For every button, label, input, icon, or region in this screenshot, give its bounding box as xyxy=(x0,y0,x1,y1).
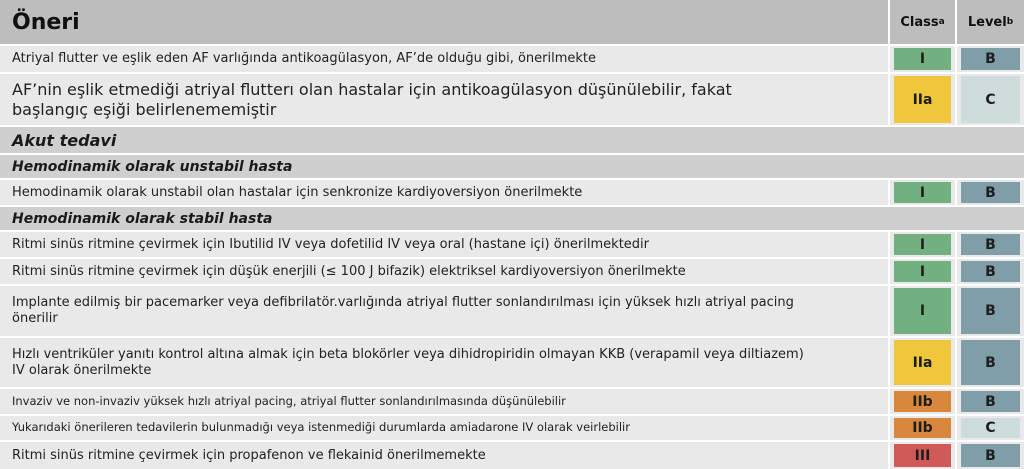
recommendation-text: Hızlı ventriküler yanıtı kontrol altına almak için beta blokörler veya dihidropiridin olmayan KKB (verapamil veya diltiazem) IV olarak önerilmekte xyxy=(0,338,890,387)
table-row xyxy=(0,389,1024,416)
level-badge: C xyxy=(961,76,1020,123)
table-row xyxy=(0,259,1024,286)
header-class xyxy=(890,0,957,44)
class-badge: III xyxy=(894,444,951,467)
level-badge: B xyxy=(961,48,1020,70)
header-title: Öneri xyxy=(0,0,890,44)
class-badge: IIb xyxy=(894,391,951,412)
class-badge: I xyxy=(894,288,951,334)
section-title: Hemodinamik olarak stabil hasta xyxy=(12,210,273,227)
table-row xyxy=(0,338,1024,389)
header-level-label: Level xyxy=(967,14,1007,30)
level-badge: B xyxy=(961,391,1020,412)
recommendation-text: Ritmi sinüs ritmine çevirmek için düşük enerjili (≤ 100 J bifazik) elektriksel kardiyoversiyon önerilmekte xyxy=(0,259,890,284)
header-level-sup: b xyxy=(1006,17,1014,27)
recommendation-text: Ritmi sinüs ritmine çevirmek için propafenon ve flekainid önerilmemekte xyxy=(0,442,890,469)
table-row xyxy=(0,74,1024,127)
class-badge: IIa xyxy=(894,76,951,123)
header-class-sup: a xyxy=(938,17,945,27)
level-badge: C xyxy=(961,418,1020,438)
level-badge: B xyxy=(961,261,1020,282)
table-row xyxy=(0,286,1024,338)
level-badge: B xyxy=(961,182,1020,203)
table-row xyxy=(0,232,1024,259)
section-title: Akut tedavi xyxy=(12,130,117,150)
recommendation-text: Ritmi sinüs ritmine çevirmek için Ibutilid IV veya dofetilid IV veya oral (hastane içi) önerilmektedir xyxy=(0,232,890,257)
level-badge: B xyxy=(961,340,1020,385)
class-badge: IIb xyxy=(894,418,951,438)
recommendation-text: Yukarıdaki önerileren tedavilerin bulunmadığı veya istenmediği durumlarda amiadarone IV olarak veirlebilir xyxy=(0,416,890,440)
class-badge: I xyxy=(894,48,951,70)
header-level xyxy=(957,0,1024,44)
header-class-label: Class xyxy=(900,14,939,30)
table-header xyxy=(0,0,1024,46)
section-header xyxy=(0,155,1024,180)
table-row xyxy=(0,442,1024,469)
level-badge: B xyxy=(961,234,1020,255)
section-header xyxy=(0,207,1024,232)
section-header xyxy=(0,127,1024,155)
level-badge: B xyxy=(961,288,1020,334)
recommendation-text: AF’nin eşlik etmediği atriyal flutterı olan hastalar için antikoagülasyon düşünülebilir, fakat başlangıç eşiği belirlenememiştir xyxy=(0,74,890,125)
recommendation-text: Atriyal flutter ve eşlik eden AF varlığında antikoagülasyon, AF’de olduğu gibi, önerilmekte xyxy=(0,46,890,72)
recommendation-text: Implante edilmiş bir pacemarker veya defibrilatör.varlığında atriyal flutter sonlandırılması için yüksek hızlı atriyal pacing önerilir xyxy=(0,286,890,336)
table-row xyxy=(0,416,1024,442)
class-badge: I xyxy=(894,234,951,255)
table-row xyxy=(0,46,1024,74)
class-badge: I xyxy=(894,182,951,203)
recommendation-text: Invaziv ve non-invaziv yüksek hızlı atriyal pacing, atriyal flutter sonlandırılmasında düşünülebilir xyxy=(0,389,890,414)
class-badge: IIa xyxy=(894,340,951,385)
table-row xyxy=(0,180,1024,207)
section-title: Hemodinamik olarak unstabil hasta xyxy=(12,158,293,175)
level-badge: B xyxy=(961,444,1020,467)
recommendation-text: Hemodinamik olarak unstabil olan hastalar için senkronize kardiyoversiyon önerilmekte xyxy=(0,180,890,205)
class-badge: I xyxy=(894,261,951,282)
